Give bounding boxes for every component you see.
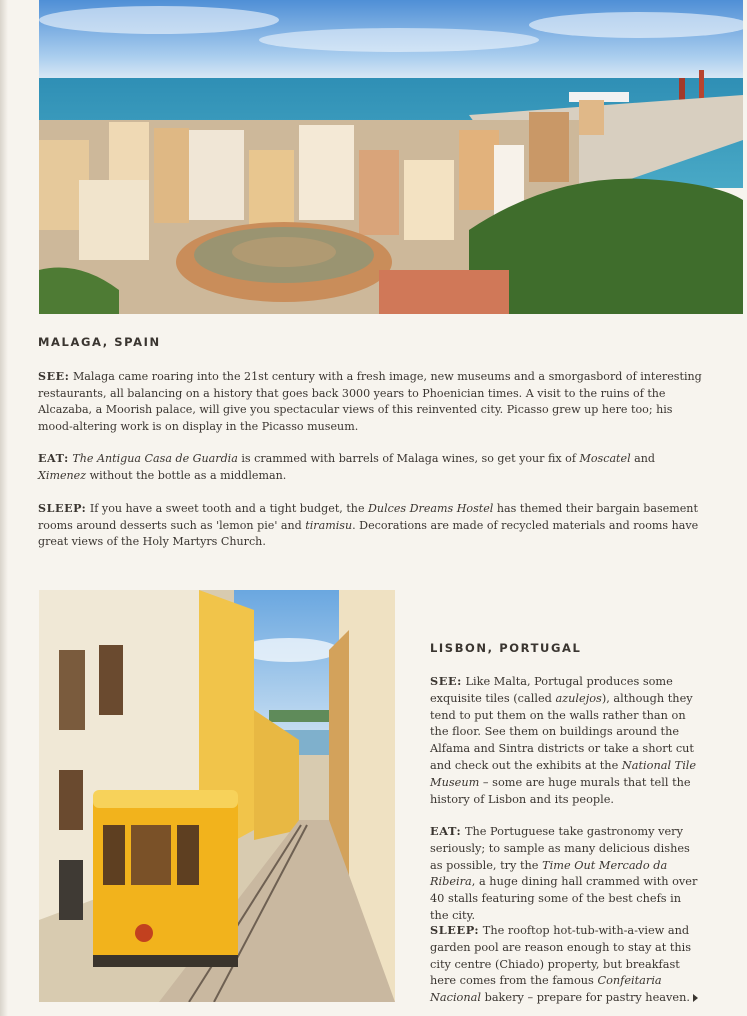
malaga-sleep-paragraph (38, 501, 703, 551)
malaga-eat-text: is crammed with barrels of Malaga wines, so get your fix of (237, 452, 580, 465)
lisbon-sleep-text: The rooftop hot-tub-with-a-view and garden pool are reason enough to stay at this city centre (Chiado) property, but breakfast here comes from the famous (430, 924, 692, 988)
museum-name: National Tile Museum (430, 758, 697, 789)
lisbon-eat-text: The Portuguese take gastronomy very seriously; to sample as many delicious dishes as possible, try the (430, 825, 690, 872)
lisbon-tram-photo (39, 590, 395, 1002)
lisbon-see-text-end: – some are huge murals that tell the history of Lisbon and its people. (430, 775, 691, 806)
wine-moscatel: Moscatel (579, 452, 631, 465)
malaga-see-paragraph (38, 369, 703, 435)
page-binding-shadow (0, 0, 8, 1016)
hostel-name: Dulces Dreams Hostel (368, 502, 494, 515)
malaga-eat-text-end: without the bottle as a middleman. (86, 468, 287, 482)
malaga-sleep-text-mid: has themed their bargain basement rooms around desserts such as 'lemon pie' and (38, 502, 698, 532)
malaga-photo (39, 0, 743, 314)
malaga-eat-and: and (630, 452, 656, 465)
malaga-sleep-text-end: . Decorations are made of recycled materials and rooms have great views of the Holy Martyrs Church. (38, 518, 699, 549)
malaga-eat-venue: The Antigua Casa de Guardia (72, 452, 238, 465)
see-label: SEE: (430, 674, 462, 688)
malaga-see-text: Malaga came roaring into the 21st century with a fresh image, new museums and a smorgasbord of interesting restaurants, all balancing on a history that goes back 3000 years to Phoenician times. A visit to the ruins of the Alcazaba, a Moorish palace, will give you spectacular views of this reinvented city. Picasso grew up here too; his mood-altering work is on display in the Picasso museum. (38, 370, 702, 433)
lisbon-see-text-mid: ), although they tend to put them on the walls rather than on the floor. See them on buildings around the Alfama and Sintra districts or take a short cut and check out the exhibits at the (430, 691, 694, 772)
malaga-sleep-text: If you have a sweet tooth and a tight budget, the (89, 502, 369, 515)
continue-arrow-icon (693, 994, 698, 1002)
lisbon-see-text: Like Malta, Portugal produces some exquisite tiles (called (430, 675, 673, 705)
wine-ximenez: Ximenez (38, 468, 87, 482)
see-label: SEE: (38, 370, 70, 383)
malaga-eat-paragraph (38, 451, 703, 484)
eat-label: EAT: (38, 452, 69, 465)
lisbon-sleep-text-end: bakery – prepare for pastry heaven. (481, 991, 690, 1005)
dessert-name: tiramisu (305, 518, 353, 532)
lisbon-see-paragraph (430, 673, 698, 808)
sleep-label: SLEEP: (430, 923, 480, 937)
market-name: Time Out Mercado da Ribeira (430, 858, 668, 889)
lisbon-eat-text-end: , a huge dining hall crammed with over 40 stalls featuring some of the best chefs in the city. (430, 875, 698, 922)
malaga-heading: MALAGA, SPAIN (38, 335, 161, 349)
lisbon-heading: LISBON, PORTUGAL (430, 641, 582, 655)
bakery-name: Confeitaria Nacional (430, 974, 662, 1005)
lisbon-eat-paragraph (430, 823, 698, 925)
sleep-label: SLEEP: (38, 502, 87, 515)
eat-label: EAT: (430, 824, 462, 838)
lisbon-sleep-paragraph (430, 922, 698, 1007)
azulejos-term: azulejos (555, 691, 602, 705)
